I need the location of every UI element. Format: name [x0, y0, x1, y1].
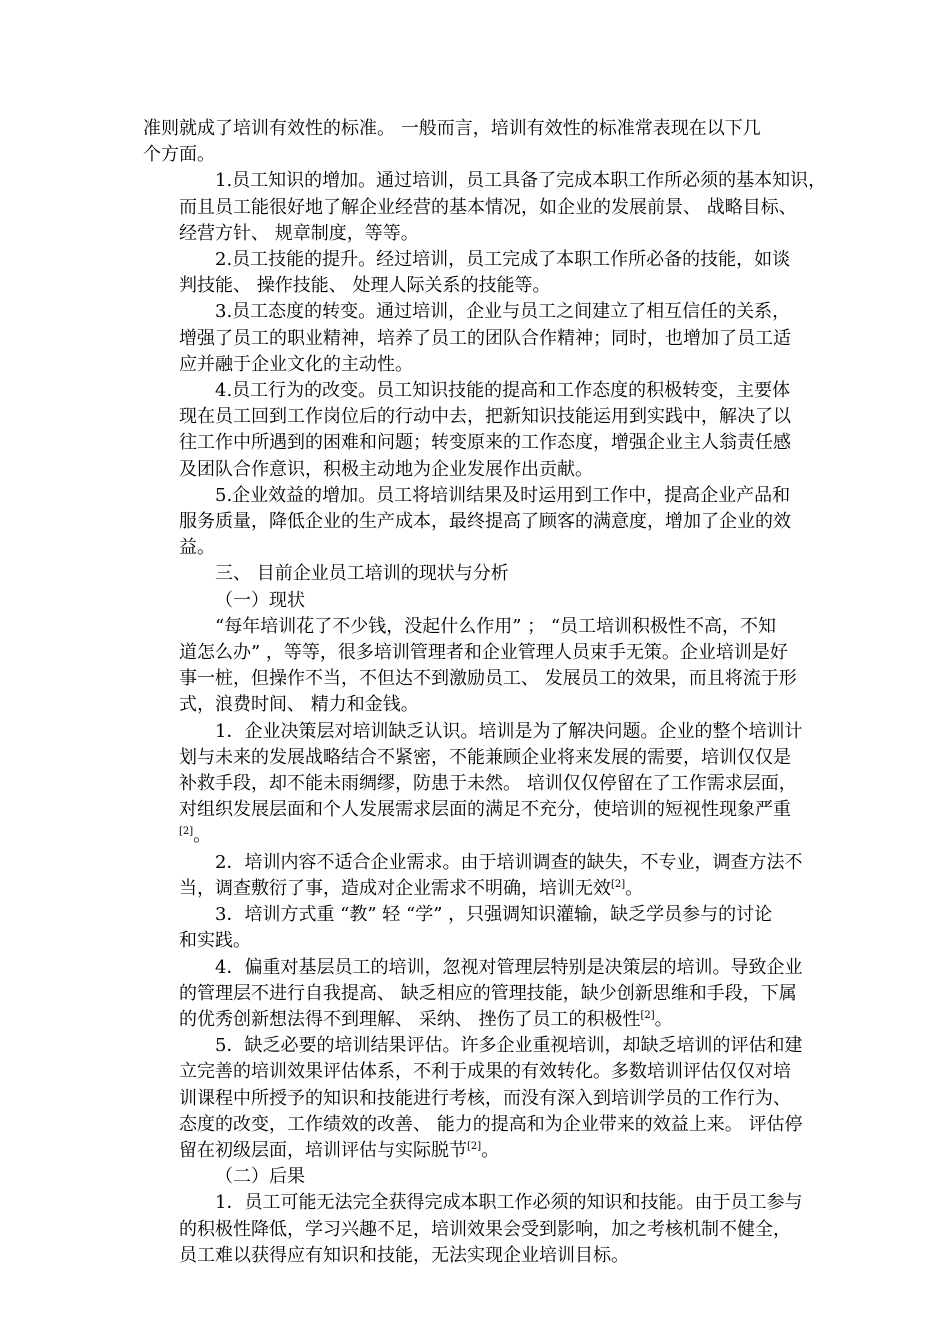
paragraph: [143, 378, 807, 483]
text-line: 1．员工可能无法完全获得完成本职工作必须的知识和技能。由于员工参与: [215, 1192, 803, 1214]
text-line: 道怎么办” ，等等，很多培训管理者和企业管理人员束手无策。企业培训是好: [179, 642, 788, 664]
text-line: 1.员工知识的增加。通过培训，员工具备了完成本职工作所必须的基本知识，: [215, 170, 827, 192]
paragraph: [143, 483, 807, 562]
text-line: 服务质量，降低企业的生产成本，最终提高了顾客的满意度，增加了企业的效: [179, 511, 791, 533]
text-line: 应并融于企业文化的主动性。: [179, 353, 413, 375]
paragraph: [143, 116, 807, 168]
text-line: 员工难以获得应有知识和技能，无法实现企业培训目标。: [179, 1244, 629, 1266]
text-line: 增强了员工的职业精神，培养了员工的团队合作精神；同时，也增加了员工适: [179, 327, 791, 349]
text-line: 判技能、 操作技能、 处理人际关系的技能等。: [179, 275, 551, 297]
text-line: 4.员工行为的改变。员工知识技能的提高和工作态度的积极转变，主要体: [215, 380, 791, 402]
paragraph: [143, 955, 807, 1034]
text-line: 5．缺乏必要的培训结果评估。许多企业重视培训，却缺乏培训的评估和建: [215, 1035, 803, 1057]
text-line: [143, 1007, 807, 1033]
text-segment: 的优秀创新想法得不到理解、 采纳、 挫伤了员工的积极性: [179, 1008, 641, 1030]
citation-ref: [2]: [179, 826, 194, 838]
citation-ref: [2]: [640, 1009, 655, 1021]
text-line: [143, 1138, 807, 1164]
text-tail: 。: [193, 825, 212, 847]
text-line: [143, 823, 807, 849]
paragraph: [143, 1033, 807, 1164]
paragraph: [143, 299, 807, 378]
text-line: 现在员工回到工作岗位后的行动中去，把新知识技能运用到实践中，解决了以: [179, 406, 791, 428]
text-segment: 当，调查敷衍了事，造成对企业需求不明确，培训无效: [179, 877, 611, 899]
text-line: 个方面。: [143, 144, 215, 166]
text-line: 而且员工能很好地了解企业经营的基本情况，如企业的发展前景、 战略目标、: [179, 196, 797, 218]
paragraph: [143, 1190, 807, 1269]
text-line: 往工作中所遇到的困难和问题；转变原来的工作态度，增强企业主人翁责任感: [179, 432, 791, 454]
heading-text: 三、 目前企业员工培训的现状与分析: [215, 563, 509, 585]
text-tail: 。: [625, 877, 644, 899]
citation-ref: [2]: [611, 878, 626, 890]
section-heading: [143, 561, 807, 587]
text-line: [143, 876, 807, 902]
text-line: 3．培训方式重 “教” 轻 “学” ，只强调知识灌输，缺乏学员参与的讨论: [215, 904, 773, 926]
subsection-heading: [143, 1164, 807, 1190]
paragraph: [143, 902, 807, 954]
paragraph: [143, 719, 807, 850]
text-line: 2.员工技能的提升。经过培训，员工完成了本职工作所必备的技能，如谈: [215, 249, 791, 271]
text-line: 事一桩，但操作不当，不但达不到激励员工、 发展员工的效果，而且将流于形: [179, 668, 797, 690]
text-line: 补救手段，却不能未雨绸缪，防患于未然。 培训仅仅停留在了工作需求层面，: [179, 773, 797, 795]
text-line: 的管理层不进行自我提高、 缺乏相应的管理技能，缺少创新思维和手段，下属: [179, 982, 797, 1004]
paragraph: [143, 247, 807, 299]
subsection-heading: [143, 588, 807, 614]
text-line: 经营方针、 规章制度，等等。: [179, 222, 419, 244]
text-line: 和实践。: [179, 930, 251, 952]
text-line: 式，浪费时间、 精力和金钱。: [179, 694, 419, 716]
text-line: 划与未来的发展战略结合不紧密，不能兼顾企业将来发展的需要，培训仅仅是: [179, 746, 791, 768]
paragraph: [143, 168, 827, 247]
heading-text: （一）现状: [215, 589, 305, 611]
text-line: 5.企业效益的增加。员工将培训结果及时运用到工作中，提高企业产品和: [215, 484, 791, 506]
text-line: “每年培训花了不少钱，没起什么作用” ； “员工培训积极性不高，不知: [215, 615, 777, 637]
paragraph: [143, 850, 807, 902]
text-segment: 留在初级层面，培训评估与实际脱节: [179, 1139, 467, 1161]
text-line: 益。: [179, 537, 215, 559]
document-page: [143, 116, 827, 1269]
text-line: 立完善的培训效果评估体系，不利于成果的有效转化。多数培训评估仅仅对培: [179, 1061, 791, 1083]
text-line: 3.员工态度的转变。通过培训，企业与员工之间建立了相互信任的关系，: [215, 301, 791, 323]
text-line: 训课程中所授予的知识和技能进行考核，而没有深入到培训学员的工作行为、: [179, 1087, 791, 1109]
citation-ref: [2]: [467, 1140, 482, 1152]
text-line: 1．企业决策层对培训缺乏认识。培训是为了解决问题。企业的整个培训计: [215, 720, 803, 742]
text-tail: 。: [654, 1008, 673, 1030]
text-line: 的积极性降低，学习兴趣不足，培训效果会受到影响，加之考核机制不健全，: [179, 1218, 791, 1240]
paragraph: [143, 614, 807, 719]
text-line: 及团队合作意识，积极主动地为企业发展作出贡献。: [179, 458, 593, 480]
text-line: 4．偏重对基层员工的培训，忽视对管理层特别是决策层的培训。导致企业: [215, 956, 803, 978]
text-line: 准则就成了培训有效性的标准。 一般而言，培训有效性的标准常表现在以下几: [143, 118, 761, 139]
text-line: 态度的改变，工作绩效的改善、 能力的提高和为企业带来的效益上来。 评估停: [179, 1113, 803, 1135]
text-line: 对组织发展层面和个人发展需求层面的满足不充分，使培训的短视性现象严重: [179, 799, 791, 821]
text-line: 2．培训内容不适合企业需求。由于培训调查的缺失，不专业，调查方法不: [215, 851, 803, 873]
text-tail: 。: [481, 1139, 500, 1161]
heading-text: （二）后果: [215, 1166, 305, 1188]
